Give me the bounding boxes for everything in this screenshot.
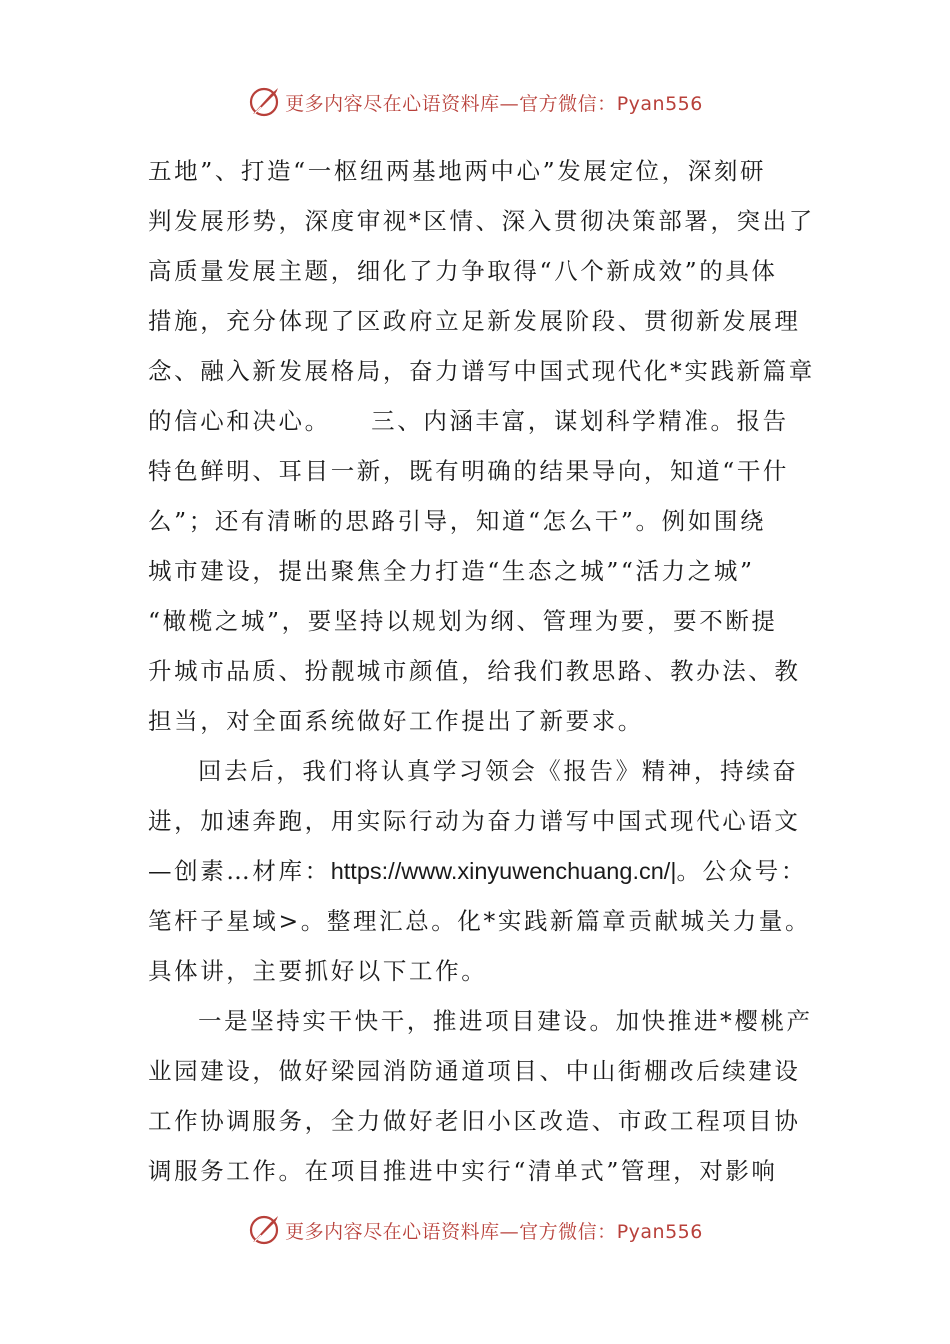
watermark-text — [285, 89, 703, 116]
text-line: 笔杆子星域>。整理汇总。化*实践新篇章贡献城关力量。 — [148, 907, 812, 935]
wechat-handle: Pyan556 — [616, 1220, 703, 1243]
text-line: 高质量发展主题，细化了力争取得“八个新成效”的具体 — [148, 257, 778, 285]
text-line: 工作协调服务，全力做好老旧小区改造、市政工程项目协 — [148, 1107, 801, 1135]
banner-separator: — — [499, 92, 520, 115]
text-line: 进，加速奔跑，用实际行动为奋力谱写中国式现代心语文 — [148, 807, 801, 835]
text-line: 措施，充分体现了区政府立足新发展阶段、贯彻新发展理 — [148, 307, 801, 335]
text-line: 判发展形势，深度审视*区情、深入贯彻决策部署，突出了 — [148, 207, 815, 235]
site-name: 更多内容尽在心语资料库 — [285, 1220, 500, 1243]
text-line: 回去后，我们将认真学习领会《报告》精神，持续奋 — [198, 757, 799, 785]
text-segment: —创素…材库： — [148, 857, 331, 885]
text-segment: 。公众号： — [676, 857, 807, 885]
wechat-handle: Pyan556 — [616, 92, 703, 115]
header-watermark-banner — [0, 82, 950, 122]
text-line: 担当，对全面系统做好工作提出了新要求。 — [148, 707, 644, 735]
text-line — [148, 846, 808, 896]
footer-watermark-banner — [0, 1210, 950, 1250]
banner-separator: — — [499, 1220, 520, 1243]
text-line: 具体讲，主要抓好以下工作。 — [148, 957, 488, 985]
text-line: 五地”、打造“一枢纽两基地两中心”发展定位，深刻研 — [148, 157, 767, 185]
url-text: https://www.xinyuwenchuang.cn/| — [330, 858, 677, 884]
text-line: 特色鲜明、耳目一新，既有明确的结果导向，知道“干什 — [148, 457, 790, 485]
text-line: 的信心和决心。 三、内涵丰富，谋划科学精准。报告 — [148, 407, 789, 435]
text-line: “橄榄之城”，要坚持以规划为纲、管理为要，要不断提 — [148, 607, 778, 635]
text-line: 一是坚持实干快干，推进项目建设。加快推进*樱桃产 — [198, 1007, 813, 1035]
site-name: 更多内容尽在心语资料库 — [285, 92, 500, 115]
quill-pen-circle-icon — [247, 85, 281, 119]
text-line: 调服务工作。在项目推进中实行“清单式”管理，对影响 — [148, 1157, 778, 1185]
text-line: 升城市品质、扮靓城市颜值，给我们教思路、教办法、教 — [148, 657, 801, 685]
watermark-text — [285, 1217, 703, 1244]
text-line: 么”；还有清晰的思路引导，知道“怎么干”。例如围绕 — [148, 507, 767, 535]
text-line: 城市建设，提出聚焦全力打造“生态之城”“活力之城” — [148, 557, 755, 585]
quill-pen-circle-icon — [247, 1213, 281, 1247]
official-label: 官方微信： — [519, 1220, 617, 1243]
text-line: 念、融入新发展格局，奋力谱写中国式现代化*实践新篇章 — [148, 357, 815, 385]
document-body — [148, 146, 815, 1196]
text-line: 业园建设，做好梁园消防通道项目、中山街棚改后续建设 — [148, 1057, 801, 1085]
official-label: 官方微信： — [519, 92, 617, 115]
